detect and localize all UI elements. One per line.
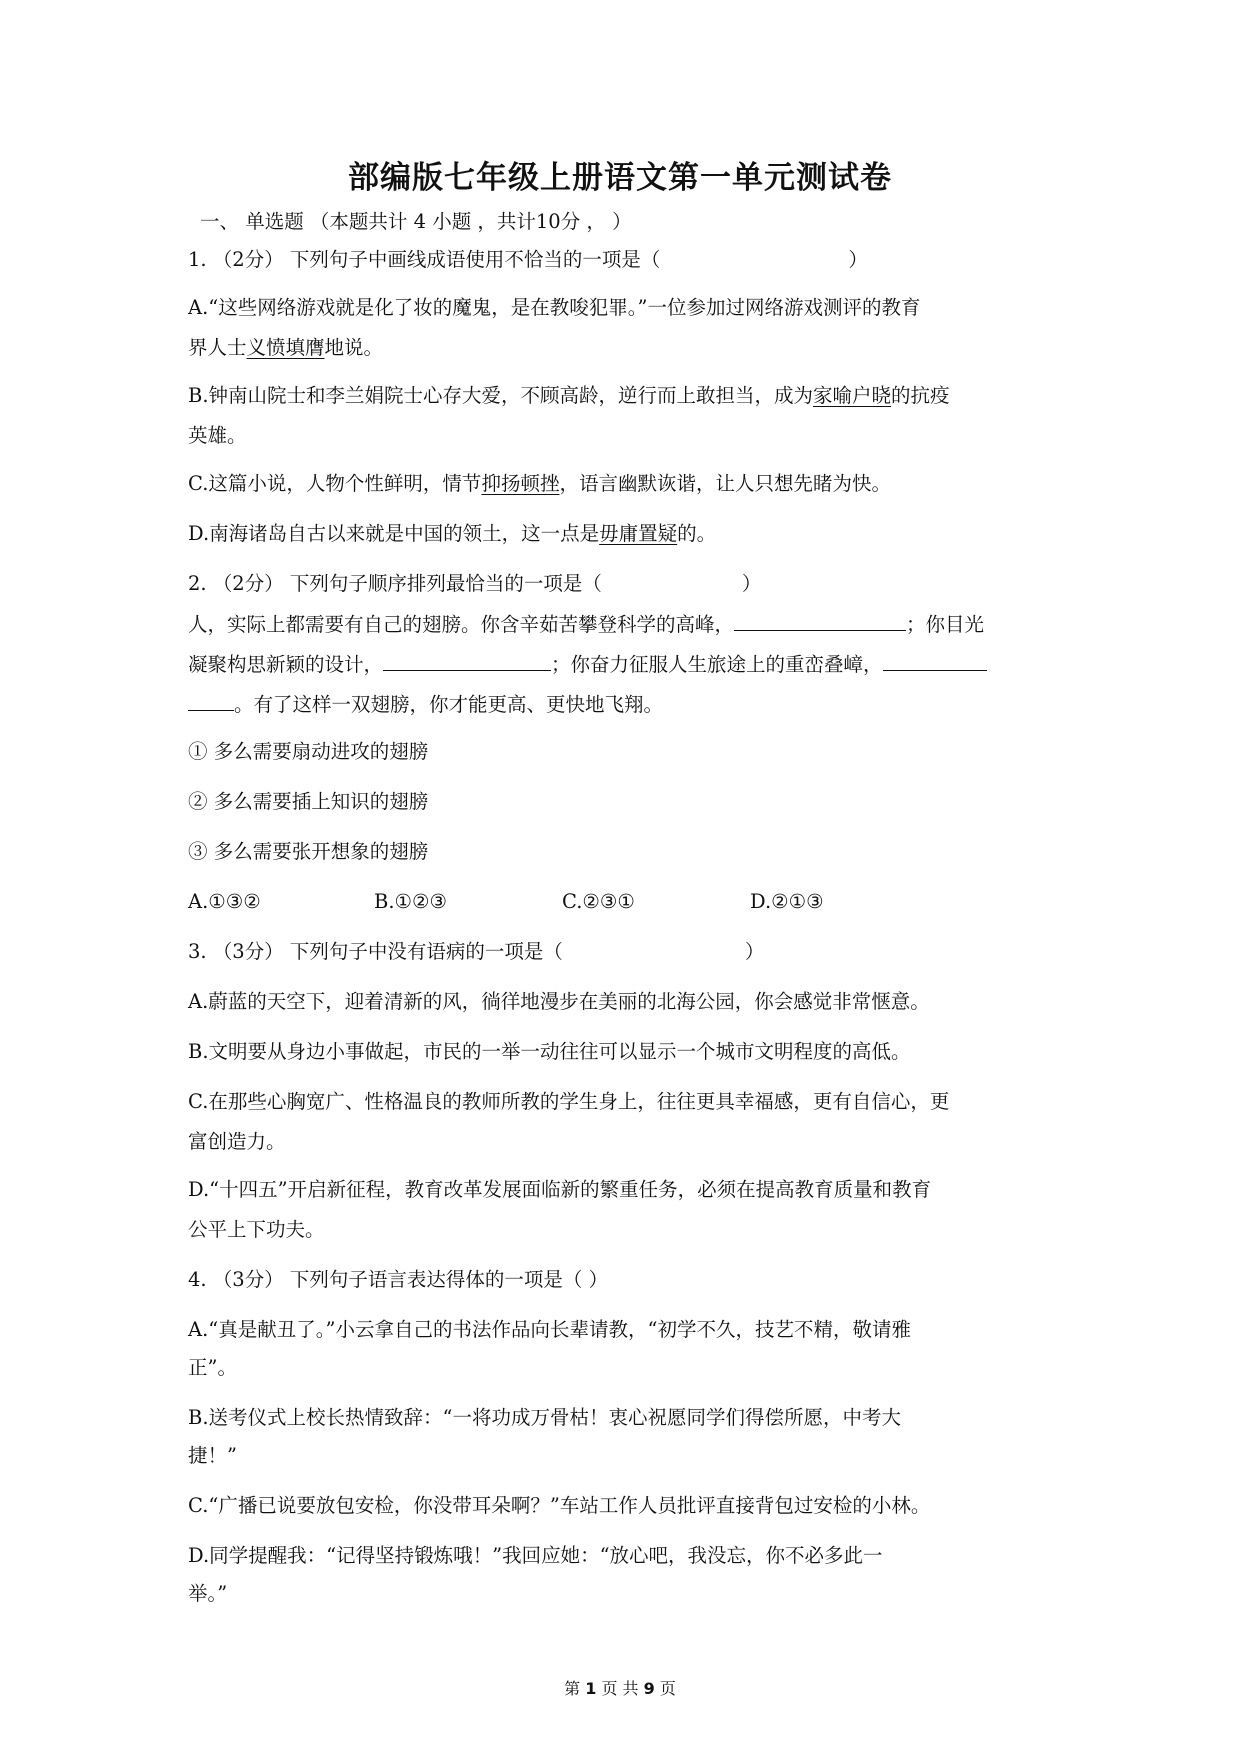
q3-option-a: A.蔚蓝的天空下，迎着清新的风，徜徉地漫步在美丽的北海公园，你会感觉非常惬意。 <box>188 990 930 1013</box>
q2-passage-line2 <box>188 652 1068 677</box>
q1-c-text-end: ，语言幽默诙谐，让人只想先睹为快。 <box>559 472 891 495</box>
q1-option-c <box>188 472 1068 496</box>
q4-option-a-line1: A.“真是献丑了。”小云拿自己的书法作品向长辈请教，“初学不久，技艺不精，敬请雅 <box>188 1318 911 1341</box>
current-page-number: 1 <box>585 1679 597 1698</box>
q2-passage-line1 <box>188 612 1068 637</box>
q4-option-b-line1: B.送考仪式上校长热情致辞：“一将功成万骨枯！衷心祝愿同学们得偿所愿，中考大 <box>188 1406 901 1429</box>
q2-passage-line3 <box>188 692 1068 717</box>
q1-d-underlined-idiom: 毋庸置疑 <box>599 522 678 545</box>
q1-stem-text: 1. （2分） 下列句子中画线成语使用不恰当的一项是（ <box>188 248 661 271</box>
q1-a-text: 界人士 <box>188 336 247 359</box>
q3-stem-end: ） <box>744 940 765 963</box>
q2-passage-text-2: 凝聚构思新颖的设计， <box>188 653 384 676</box>
q2-blank-3-cont <box>188 692 234 711</box>
q2-option-d[interactable]: D.②①③ <box>750 890 824 913</box>
q4-option-b-line2: 捷！” <box>188 1444 237 1467</box>
q2-sentence-1: ① 多么需要扇动进攻的翅膀 <box>188 740 429 763</box>
q2-sentence-3: ③ 多么需要张开想象的翅膀 <box>188 840 429 863</box>
q1-d-text-end: 的。 <box>677 522 717 545</box>
q1-stem-end: ） <box>848 248 868 271</box>
q1-d-text: D.南海诸岛自古以来就是中国的领土，这一点是 <box>188 522 600 545</box>
question-2-stem <box>188 572 1068 596</box>
q1-option-b-line1 <box>188 384 1068 408</box>
question-4-stem: 4. （3分） 下列句子语言表达得体的一项是（ ） <box>188 1268 609 1291</box>
q2-option-b[interactable]: B.①②③ <box>374 890 447 913</box>
q2-option-a[interactable]: A.①③② <box>188 890 261 913</box>
total-page-count: 9 <box>643 1679 655 1698</box>
q2-blank-2[interactable] <box>383 652 551 671</box>
q2-stem-text: 2. （2分） 下列句子顺序排列最恰当的一项是（ <box>188 572 602 595</box>
q1-b-text-end: 的抗疫 <box>891 384 950 407</box>
q1-a-underlined-idiom: 义愤填膺 <box>246 336 325 359</box>
q1-c-underlined-idiom: 抑扬顿挫 <box>481 472 560 495</box>
q3-option-c-line2: 富创造力。 <box>188 1130 286 1153</box>
q2-option-c[interactable]: C.②③① <box>562 890 635 913</box>
q2-sentence-2: ② 多么需要插上知识的翅膀 <box>188 790 429 813</box>
question-3-stem <box>188 940 1068 964</box>
q3-option-b: B.文明要从身边小事做起，市民的一举一动往往可以显示一个城市文明程度的高低。 <box>188 1040 911 1063</box>
footer-text-mid: 页 共 <box>601 1679 639 1698</box>
q4-option-c: C.“广播已说要放包安检，你没带耳朵啊？”车站工作人员批评直接背包过安检的小林。 <box>188 1494 931 1517</box>
footer-text: 第 <box>564 1679 581 1698</box>
q4-option-d-line2: 举。” <box>188 1582 228 1605</box>
q2-passage-text-end: ；你目光 <box>906 613 985 636</box>
q3-stem-text: 3. （3分） 下列句子中没有语病的一项是（ <box>188 940 563 963</box>
q1-c-text: C.这篇小说，人物个性鲜明，情节 <box>188 472 482 495</box>
q1-option-d <box>188 522 1068 546</box>
q4-option-a-line2: 正”。 <box>188 1356 237 1379</box>
q1-b-text: B.钟南山院士和李兰娟院士心存大爱，不顾高龄，逆行而上敢担当，成为 <box>188 384 814 407</box>
q1-b-underlined-idiom: 家喻户晓 <box>813 384 892 407</box>
q1-a-text-end: 地说。 <box>324 336 384 359</box>
q2-passage-text: 人，实际上都需要有自己的翅膀。你含辛茹苦攀登科学的高峰， <box>188 613 735 636</box>
q3-option-d-line1: D.“十四五”开启新征程，教育改革发展面临新的繁重任务，必须在提高教育质量和教育 <box>188 1178 932 1201</box>
question-1-stem <box>188 248 1068 272</box>
q2-stem-end: ） <box>741 572 762 595</box>
q2-passage-text-3: ；你奋力征服人生旅途上的重峦叠嶂， <box>551 653 883 676</box>
section-heading: 一、 单选题 （本题共计 4 小题 ，共计10分 ， ） <box>200 210 632 233</box>
q1-option-a-line1: A.“这些网络游戏就是化了妆的魔鬼，是在教唆犯罪。”一位参加过网络游戏测评的教育 <box>188 296 921 319</box>
footer-text-end: 页 <box>659 1679 676 1698</box>
page-title: 部编版七年级上册语文第一单元测试卷 <box>348 160 892 196</box>
q3-option-c-line1: C.在那些心胸宽广、性格温良的教师所教的学生身上，往往更具幸福感，更有自信心，更 <box>188 1090 950 1113</box>
q1-option-b-line2: 英雄。 <box>188 424 247 447</box>
q1-option-a-line2 <box>188 336 1068 360</box>
q4-option-d-line1: D.同学提醒我：“记得坚持锻炼哦！”我回应她：“放心吧，我没忘，你不必多此一 <box>188 1544 883 1567</box>
q3-option-d-line2: 公平上下功夫。 <box>188 1218 325 1241</box>
q2-blank-3[interactable] <box>883 652 987 671</box>
q2-blank-1[interactable] <box>734 612 906 631</box>
page-footer <box>0 1676 1240 1699</box>
q2-passage-text-4: 。有了这样一双翅膀，你才能更高、更快地飞翔。 <box>234 693 664 716</box>
